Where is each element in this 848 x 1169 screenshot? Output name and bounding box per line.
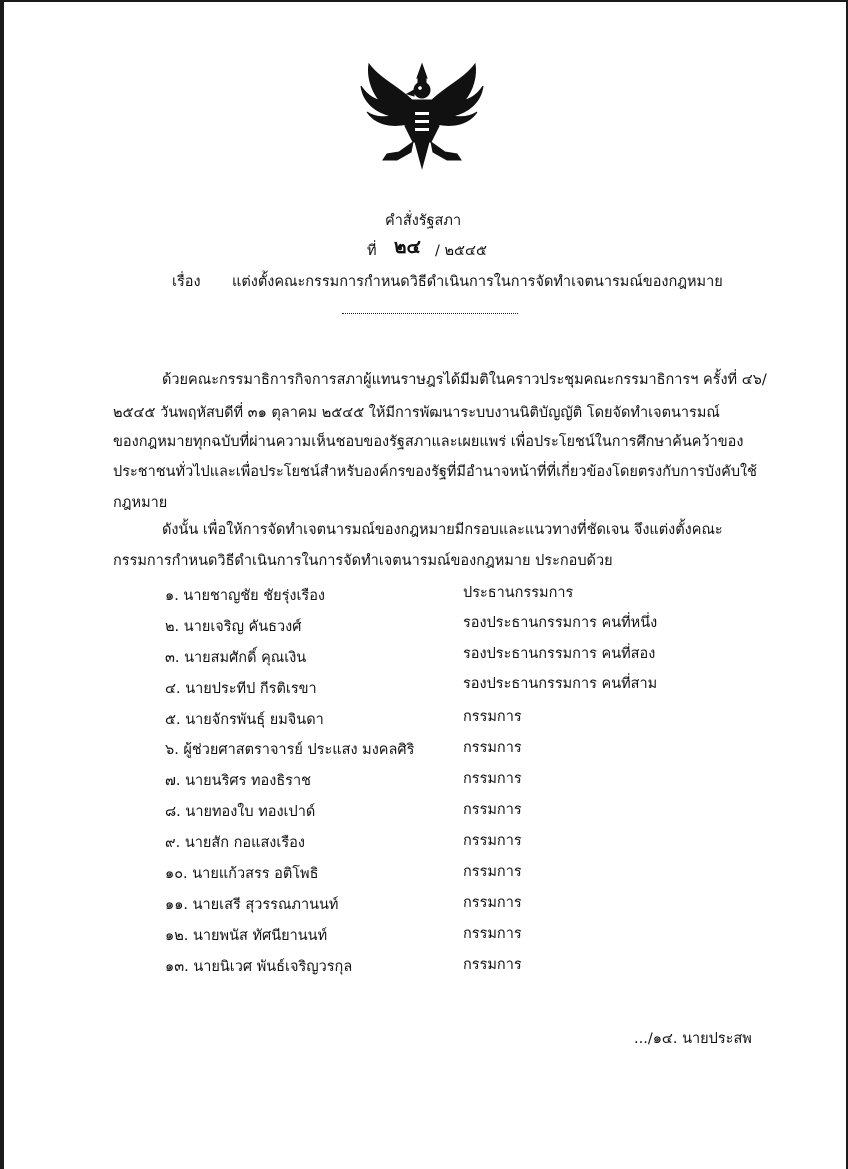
member-name: ๓. นายสมศักดิ์ คุณเงิน: [165, 650, 307, 666]
scan-edge-top: [0, 0, 848, 2]
member-name: ๑๐. นายแก้วสรร อติโพธิ: [165, 866, 319, 882]
member-name: ๑๑. นายเสรี สุวรรณภานนท์: [165, 897, 339, 913]
member-role: กรรมการ: [463, 957, 522, 973]
subject-label: เรื่อง: [172, 274, 201, 290]
paragraph-2-line: กรรมการกำหนดวิธีดำเนินการในการจัดทำเจตนารมณ์ของกฎหมาย ประกอบด้วย: [113, 553, 613, 569]
member-name: ๖. ผู้ช่วยศาสตราจารย์ ประแสง มงคลศิริ: [165, 742, 415, 758]
member-name: ๑. นายชาญชัย ชัยรุ่งเรือง: [165, 588, 325, 604]
member-role: กรรมการ: [463, 802, 522, 818]
paragraph-1-line: กฎหมาย: [113, 495, 168, 511]
continuation-reference: .../๑๔. นายประสพ: [634, 1031, 752, 1047]
member-role: กรรมการ: [463, 740, 522, 756]
member-role: รองประธานกรรมการ คนที่สอง: [463, 646, 656, 662]
member-role: กรรมการ: [463, 926, 522, 942]
member-role: รองประธานกรรมการ คนที่สาม: [463, 676, 658, 692]
order-number-value: ๒๔: [394, 236, 421, 258]
member-role: ประธานกรรมการ: [463, 585, 574, 601]
paragraph-1-line: ประชาชนทั่วไปและเพื่อประโยชน์สำหรับองค์กรของรัฐที่มีอำนาจหน้าที่ที่เกี่ยวข้องโดยตรงกับการบังคับใช้: [113, 464, 757, 480]
paragraph-1-line: ๒๕๔๕ วันพฤหัสบดีที่ ๓๑ ตุลาคม ๒๕๔๕ ให้มีการพัฒนาระบบงานนิติบัญญัติ โดยจัดทำเจตนารมณ์: [113, 405, 720, 421]
member-name: ๘. นายทองใบ ทองเปาด์: [165, 804, 316, 820]
member-name: ๗. นายนริศร ทองธิราช: [165, 773, 311, 789]
member-name: ๕. นายจักรพันธุ์ ยมจินดา: [165, 712, 324, 728]
subject-text: แต่งตั้งคณะกรรมการกำหนดวิธีดำเนินการในการจัดทำเจตนารมณ์ของกฎหมาย: [232, 274, 723, 290]
member-role: กรรมการ: [463, 709, 522, 725]
member-role: กรรมการ: [463, 771, 522, 787]
member-name: ๑๒. นายพนัส ทัศนียานนท์: [165, 928, 328, 944]
order-number-year: / ๒๕๔๕: [435, 243, 487, 259]
paragraph-1-line: ด้วยคณะกรรมาธิการกิจการสภาผู้แทนราษฎรได้มีมติในคราวประชุมคณะกรรมาธิการฯ ครั้งที่ ๔๖/: [162, 372, 767, 388]
document-title: คำสั่งรัฐสภา: [385, 213, 462, 229]
member-role: กรรมการ: [463, 895, 522, 911]
paragraph-2-line: ดังนั้น เพื่อให้การจัดทำเจตนารมณ์ของกฎหมายมีกรอบและแนวทางที่ชัดเจน จึงแต่งตั้งคณะ: [162, 522, 723, 538]
member-name: ๒. นายเจริญ คันธวงศ์: [165, 619, 302, 635]
dotted-separator: [342, 305, 518, 314]
member-role: กรรมการ: [463, 833, 522, 849]
member-name: ๑๓. นายนิเวศ พันธ์เจริญวรกุล: [165, 959, 353, 975]
order-number-label: ที่: [367, 243, 377, 259]
member-name: ๙. นายสัก กอแสงเรือง: [165, 835, 305, 851]
scan-edge-left: [0, 0, 4, 1169]
member-role: กรรมการ: [463, 864, 522, 880]
paragraph-1-line: ของกฎหมายทุกฉบับที่ผ่านความเห็นชอบของรัฐสภาและเผยแพร่ เพื่อประโยชน์ในการศึกษาค้นคว้าของ: [113, 434, 744, 450]
member-name: ๔. นายประทีป กีรติเรขา: [165, 681, 317, 697]
garuda-emblem-icon: [357, 56, 487, 172]
member-role: รองประธานกรรมการ คนที่หนึ่ง: [463, 615, 658, 631]
